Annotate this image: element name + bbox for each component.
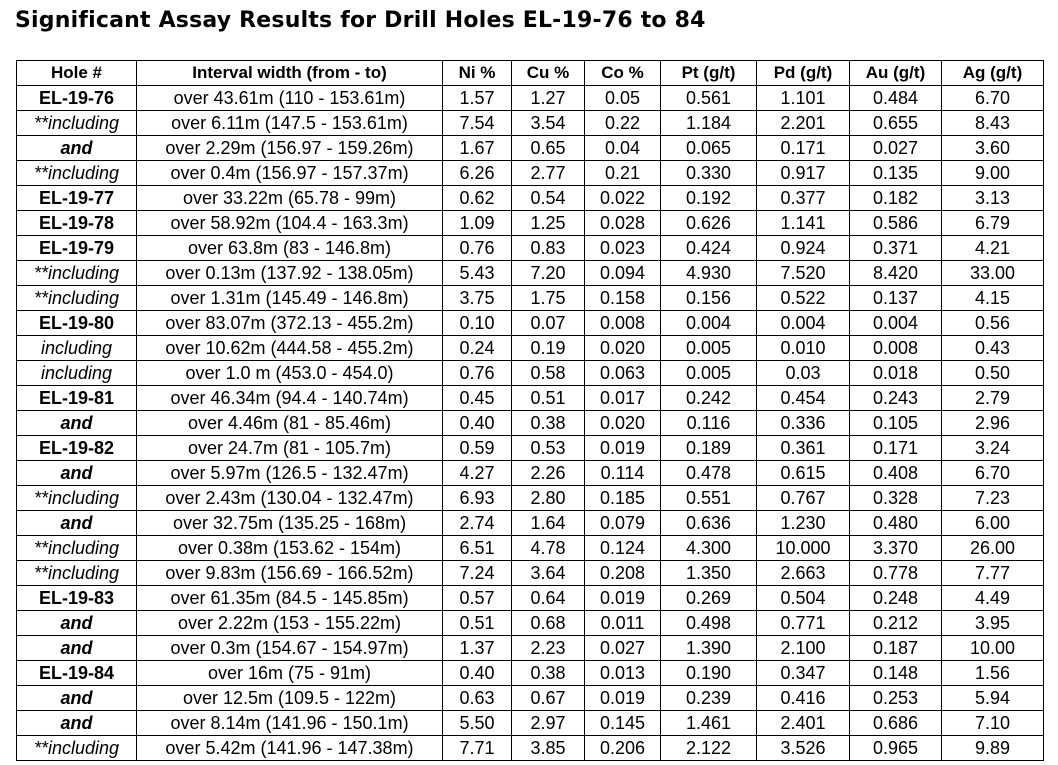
ni-cell: 0.40 bbox=[443, 411, 512, 436]
ni-cell: 0.62 bbox=[443, 186, 512, 211]
table-body bbox=[17, 86, 1044, 761]
interval-cell: over 8.14m (141.96 - 150.1m) bbox=[137, 711, 443, 736]
au-cell: 0.253 bbox=[850, 686, 942, 711]
interval-cell: over 0.3m (154.67 - 154.97m) bbox=[137, 636, 443, 661]
co-cell: 0.21 bbox=[585, 161, 661, 186]
table-row bbox=[17, 336, 1044, 361]
ag-cell: 7.10 bbox=[942, 711, 1044, 736]
interval-cell: over 1.31m (145.49 - 146.8m) bbox=[137, 286, 443, 311]
ni-cell: 0.76 bbox=[443, 361, 512, 386]
au-cell: 0.148 bbox=[850, 661, 942, 686]
au-cell: 0.484 bbox=[850, 86, 942, 111]
ag-cell: 5.94 bbox=[942, 686, 1044, 711]
pd-cell: 2.663 bbox=[757, 561, 850, 586]
ag-cell: 6.79 bbox=[942, 211, 1044, 236]
ni-cell: 0.63 bbox=[443, 686, 512, 711]
ni-cell: 1.37 bbox=[443, 636, 512, 661]
header-au: Au (g/t) bbox=[850, 61, 942, 86]
hole-cell: EL-19-80 bbox=[17, 311, 137, 336]
interval-cell: over 9.83m (156.69 - 166.52m) bbox=[137, 561, 443, 586]
co-cell: 0.020 bbox=[585, 411, 661, 436]
ag-cell: 1.56 bbox=[942, 661, 1044, 686]
ag-cell: 3.95 bbox=[942, 611, 1044, 636]
hole-cell: including bbox=[17, 336, 137, 361]
pt-cell: 0.626 bbox=[661, 211, 757, 236]
pd-cell: 1.101 bbox=[757, 86, 850, 111]
ag-cell: 26.00 bbox=[942, 536, 1044, 561]
au-cell: 0.182 bbox=[850, 186, 942, 211]
au-cell: 0.187 bbox=[850, 636, 942, 661]
interval-cell: over 0.13m (137.92 - 138.05m) bbox=[137, 261, 443, 286]
table-row bbox=[17, 211, 1044, 236]
pt-cell: 0.005 bbox=[661, 336, 757, 361]
hole-cell: EL-19-78 bbox=[17, 211, 137, 236]
au-cell: 0.004 bbox=[850, 311, 942, 336]
table-row bbox=[17, 536, 1044, 561]
au-cell: 0.778 bbox=[850, 561, 942, 586]
cu-cell: 2.26 bbox=[512, 461, 585, 486]
cu-cell: 1.27 bbox=[512, 86, 585, 111]
cu-cell: 2.77 bbox=[512, 161, 585, 186]
au-cell: 0.480 bbox=[850, 511, 942, 536]
pd-cell: 2.201 bbox=[757, 111, 850, 136]
table-row bbox=[17, 186, 1044, 211]
ni-cell: 0.45 bbox=[443, 386, 512, 411]
au-cell: 0.686 bbox=[850, 711, 942, 736]
interval-cell: over 33.22m (65.78 - 99m) bbox=[137, 186, 443, 211]
co-cell: 0.022 bbox=[585, 186, 661, 211]
header-cu: Cu % bbox=[512, 61, 585, 86]
table-row bbox=[17, 736, 1044, 761]
interval-cell: over 2.22m (153 - 155.22m) bbox=[137, 611, 443, 636]
ni-cell: 0.57 bbox=[443, 586, 512, 611]
hole-cell: and bbox=[17, 686, 137, 711]
ni-cell: 4.27 bbox=[443, 461, 512, 486]
ag-cell: 10.00 bbox=[942, 636, 1044, 661]
au-cell: 0.371 bbox=[850, 236, 942, 261]
table-row bbox=[17, 286, 1044, 311]
co-cell: 0.008 bbox=[585, 311, 661, 336]
table-row bbox=[17, 611, 1044, 636]
ni-cell: 2.74 bbox=[443, 511, 512, 536]
pd-cell: 0.377 bbox=[757, 186, 850, 211]
hole-cell: and bbox=[17, 511, 137, 536]
cu-cell: 3.54 bbox=[512, 111, 585, 136]
pt-cell: 0.561 bbox=[661, 86, 757, 111]
pd-cell: 3.526 bbox=[757, 736, 850, 761]
pd-cell: 0.454 bbox=[757, 386, 850, 411]
hole-cell: EL-19-76 bbox=[17, 86, 137, 111]
ag-cell: 3.24 bbox=[942, 436, 1044, 461]
table-row bbox=[17, 586, 1044, 611]
hole-cell: and bbox=[17, 411, 137, 436]
cu-cell: 0.51 bbox=[512, 386, 585, 411]
pd-cell: 0.010 bbox=[757, 336, 850, 361]
pt-cell: 0.190 bbox=[661, 661, 757, 686]
interval-cell: over 61.35m (84.5 - 145.85m) bbox=[137, 586, 443, 611]
table-row bbox=[17, 236, 1044, 261]
ni-cell: 5.50 bbox=[443, 711, 512, 736]
interval-cell: over 24.7m (81 - 105.7m) bbox=[137, 436, 443, 461]
ag-cell: 7.23 bbox=[942, 486, 1044, 511]
page-title: Significant Assay Results for Drill Holes EL-19-76 to 84 bbox=[15, 8, 706, 33]
ag-cell: 0.56 bbox=[942, 311, 1044, 336]
ag-cell: 0.50 bbox=[942, 361, 1044, 386]
header-co: Co % bbox=[585, 61, 661, 86]
cu-cell: 2.80 bbox=[512, 486, 585, 511]
ag-cell: 2.96 bbox=[942, 411, 1044, 436]
ag-cell: 2.79 bbox=[942, 386, 1044, 411]
ag-cell: 4.49 bbox=[942, 586, 1044, 611]
au-cell: 0.027 bbox=[850, 136, 942, 161]
ni-cell: 1.09 bbox=[443, 211, 512, 236]
co-cell: 0.124 bbox=[585, 536, 661, 561]
pt-cell: 0.330 bbox=[661, 161, 757, 186]
table-row bbox=[17, 711, 1044, 736]
pt-cell: 1.390 bbox=[661, 636, 757, 661]
cu-cell: 2.23 bbox=[512, 636, 585, 661]
pt-cell: 0.192 bbox=[661, 186, 757, 211]
hole-cell: **including bbox=[17, 286, 137, 311]
pt-cell: 0.156 bbox=[661, 286, 757, 311]
au-cell: 0.105 bbox=[850, 411, 942, 436]
header-hole: Hole # bbox=[17, 61, 137, 86]
ag-cell: 7.77 bbox=[942, 561, 1044, 586]
interval-cell: over 2.43m (130.04 - 132.47m) bbox=[137, 486, 443, 511]
co-cell: 0.158 bbox=[585, 286, 661, 311]
au-cell: 0.328 bbox=[850, 486, 942, 511]
pd-cell: 1.230 bbox=[757, 511, 850, 536]
pt-cell: 0.005 bbox=[661, 361, 757, 386]
hole-cell: including bbox=[17, 361, 137, 386]
hole-cell: EL-19-79 bbox=[17, 236, 137, 261]
au-cell: 0.135 bbox=[850, 161, 942, 186]
header-interval: Interval width (from - to) bbox=[137, 61, 443, 86]
pd-cell: 0.004 bbox=[757, 311, 850, 336]
pt-cell: 1.461 bbox=[661, 711, 757, 736]
hole-cell: and bbox=[17, 461, 137, 486]
pd-cell: 0.416 bbox=[757, 686, 850, 711]
ni-cell: 7.54 bbox=[443, 111, 512, 136]
table-row bbox=[17, 361, 1044, 386]
interval-cell: over 10.62m (444.58 - 455.2m) bbox=[137, 336, 443, 361]
pd-cell: 0.615 bbox=[757, 461, 850, 486]
header-pt: Pt (g/t) bbox=[661, 61, 757, 86]
pt-cell: 1.350 bbox=[661, 561, 757, 586]
au-cell: 0.248 bbox=[850, 586, 942, 611]
ag-cell: 4.21 bbox=[942, 236, 1044, 261]
co-cell: 0.013 bbox=[585, 661, 661, 686]
table-row bbox=[17, 661, 1044, 686]
cu-cell: 0.38 bbox=[512, 411, 585, 436]
pt-cell: 0.239 bbox=[661, 686, 757, 711]
pd-cell: 0.924 bbox=[757, 236, 850, 261]
interval-cell: over 43.61m (110 - 153.61m) bbox=[137, 86, 443, 111]
ni-cell: 7.71 bbox=[443, 736, 512, 761]
ni-cell: 7.24 bbox=[443, 561, 512, 586]
table-row bbox=[17, 561, 1044, 586]
cu-cell: 0.53 bbox=[512, 436, 585, 461]
ni-cell: 1.67 bbox=[443, 136, 512, 161]
hole-cell: **including bbox=[17, 486, 137, 511]
au-cell: 0.243 bbox=[850, 386, 942, 411]
cu-cell: 1.25 bbox=[512, 211, 585, 236]
hole-cell: **including bbox=[17, 261, 137, 286]
ni-cell: 6.51 bbox=[443, 536, 512, 561]
ni-cell: 0.51 bbox=[443, 611, 512, 636]
hole-cell: EL-19-81 bbox=[17, 386, 137, 411]
cu-cell: 2.97 bbox=[512, 711, 585, 736]
pt-cell: 2.122 bbox=[661, 736, 757, 761]
hole-cell: **including bbox=[17, 736, 137, 761]
pd-cell: 2.100 bbox=[757, 636, 850, 661]
co-cell: 0.04 bbox=[585, 136, 661, 161]
co-cell: 0.027 bbox=[585, 636, 661, 661]
pt-cell: 0.189 bbox=[661, 436, 757, 461]
table-row bbox=[17, 686, 1044, 711]
hole-cell: and bbox=[17, 136, 137, 161]
cu-cell: 7.20 bbox=[512, 261, 585, 286]
interval-cell: over 32.75m (135.25 - 168m) bbox=[137, 511, 443, 536]
pd-cell: 7.520 bbox=[757, 261, 850, 286]
pt-cell: 0.004 bbox=[661, 311, 757, 336]
table-row bbox=[17, 411, 1044, 436]
au-cell: 0.586 bbox=[850, 211, 942, 236]
co-cell: 0.019 bbox=[585, 436, 661, 461]
header-row bbox=[17, 61, 1044, 86]
ag-cell: 9.89 bbox=[942, 736, 1044, 761]
au-cell: 0.408 bbox=[850, 461, 942, 486]
ni-cell: 5.43 bbox=[443, 261, 512, 286]
pt-cell: 1.184 bbox=[661, 111, 757, 136]
co-cell: 0.011 bbox=[585, 611, 661, 636]
ag-cell: 4.15 bbox=[942, 286, 1044, 311]
ni-cell: 0.40 bbox=[443, 661, 512, 686]
ag-cell: 9.00 bbox=[942, 161, 1044, 186]
interval-cell: over 2.29m (156.97 - 159.26m) bbox=[137, 136, 443, 161]
au-cell: 0.137 bbox=[850, 286, 942, 311]
hole-cell: EL-19-84 bbox=[17, 661, 137, 686]
pt-cell: 0.065 bbox=[661, 136, 757, 161]
pt-cell: 0.478 bbox=[661, 461, 757, 486]
pt-cell: 0.424 bbox=[661, 236, 757, 261]
au-cell: 0.008 bbox=[850, 336, 942, 361]
au-cell: 0.018 bbox=[850, 361, 942, 386]
header-ag: Ag (g/t) bbox=[942, 61, 1044, 86]
ag-cell: 6.70 bbox=[942, 86, 1044, 111]
co-cell: 0.019 bbox=[585, 686, 661, 711]
au-cell: 3.370 bbox=[850, 536, 942, 561]
au-cell: 0.212 bbox=[850, 611, 942, 636]
interval-cell: over 58.92m (104.4 - 163.3m) bbox=[137, 211, 443, 236]
au-cell: 8.420 bbox=[850, 261, 942, 286]
ag-cell: 6.00 bbox=[942, 511, 1044, 536]
au-cell: 0.965 bbox=[850, 736, 942, 761]
co-cell: 0.208 bbox=[585, 561, 661, 586]
au-cell: 0.655 bbox=[850, 111, 942, 136]
cu-cell: 0.19 bbox=[512, 336, 585, 361]
table-row bbox=[17, 311, 1044, 336]
table-row bbox=[17, 111, 1044, 136]
ni-cell: 0.24 bbox=[443, 336, 512, 361]
co-cell: 0.185 bbox=[585, 486, 661, 511]
interval-cell: over 5.42m (141.96 - 147.38m) bbox=[137, 736, 443, 761]
pt-cell: 0.116 bbox=[661, 411, 757, 436]
co-cell: 0.020 bbox=[585, 336, 661, 361]
hole-cell: **including bbox=[17, 561, 137, 586]
au-cell: 0.171 bbox=[850, 436, 942, 461]
ni-cell: 0.10 bbox=[443, 311, 512, 336]
co-cell: 0.019 bbox=[585, 586, 661, 611]
co-cell: 0.017 bbox=[585, 386, 661, 411]
ni-cell: 6.26 bbox=[443, 161, 512, 186]
interval-cell: over 63.8m (83 - 146.8m) bbox=[137, 236, 443, 261]
interval-cell: over 16m (75 - 91m) bbox=[137, 661, 443, 686]
cu-cell: 0.38 bbox=[512, 661, 585, 686]
pd-cell: 0.917 bbox=[757, 161, 850, 186]
co-cell: 0.22 bbox=[585, 111, 661, 136]
assay-results-table bbox=[16, 60, 1044, 761]
co-cell: 0.05 bbox=[585, 86, 661, 111]
pt-cell: 4.930 bbox=[661, 261, 757, 286]
pt-cell: 0.498 bbox=[661, 611, 757, 636]
table-row bbox=[17, 161, 1044, 186]
pd-cell: 0.522 bbox=[757, 286, 850, 311]
ni-cell: 3.75 bbox=[443, 286, 512, 311]
cu-cell: 0.64 bbox=[512, 586, 585, 611]
header-pd: Pd (g/t) bbox=[757, 61, 850, 86]
cu-cell: 0.07 bbox=[512, 311, 585, 336]
ag-cell: 6.70 bbox=[942, 461, 1044, 486]
pd-cell: 0.171 bbox=[757, 136, 850, 161]
cu-cell: 4.78 bbox=[512, 536, 585, 561]
table-row bbox=[17, 86, 1044, 111]
header-ni: Ni % bbox=[443, 61, 512, 86]
cu-cell: 3.64 bbox=[512, 561, 585, 586]
table-row bbox=[17, 636, 1044, 661]
co-cell: 0.094 bbox=[585, 261, 661, 286]
pd-cell: 0.504 bbox=[757, 586, 850, 611]
pd-cell: 2.401 bbox=[757, 711, 850, 736]
table-row bbox=[17, 436, 1044, 461]
cu-cell: 0.65 bbox=[512, 136, 585, 161]
pd-cell: 0.771 bbox=[757, 611, 850, 636]
interval-cell: over 4.46m (81 - 85.46m) bbox=[137, 411, 443, 436]
table-row bbox=[17, 511, 1044, 536]
cu-cell: 0.83 bbox=[512, 236, 585, 261]
hole-cell: EL-19-83 bbox=[17, 586, 137, 611]
co-cell: 0.079 bbox=[585, 511, 661, 536]
co-cell: 0.023 bbox=[585, 236, 661, 261]
ni-cell: 0.59 bbox=[443, 436, 512, 461]
interval-cell: over 5.97m (126.5 - 132.47m) bbox=[137, 461, 443, 486]
co-cell: 0.063 bbox=[585, 361, 661, 386]
co-cell: 0.145 bbox=[585, 711, 661, 736]
ag-cell: 8.43 bbox=[942, 111, 1044, 136]
cu-cell: 1.64 bbox=[512, 511, 585, 536]
interval-cell: over 0.4m (156.97 - 157.37m) bbox=[137, 161, 443, 186]
pd-cell: 1.141 bbox=[757, 211, 850, 236]
cu-cell: 0.67 bbox=[512, 686, 585, 711]
interval-cell: over 46.34m (94.4 - 140.74m) bbox=[137, 386, 443, 411]
ag-cell: 33.00 bbox=[942, 261, 1044, 286]
pt-cell: 0.551 bbox=[661, 486, 757, 511]
pd-cell: 0.361 bbox=[757, 436, 850, 461]
co-cell: 0.028 bbox=[585, 211, 661, 236]
hole-cell: and bbox=[17, 611, 137, 636]
ni-cell: 6.93 bbox=[443, 486, 512, 511]
table-row bbox=[17, 386, 1044, 411]
pd-cell: 0.336 bbox=[757, 411, 850, 436]
pt-cell: 0.242 bbox=[661, 386, 757, 411]
interval-cell: over 83.07m (372.13 - 455.2m) bbox=[137, 311, 443, 336]
hole-cell: **including bbox=[17, 111, 137, 136]
interval-cell: over 0.38m (153.62 - 154m) bbox=[137, 536, 443, 561]
pd-cell: 0.03 bbox=[757, 361, 850, 386]
cu-cell: 0.54 bbox=[512, 186, 585, 211]
ag-cell: 3.60 bbox=[942, 136, 1044, 161]
interval-cell: over 1.0 m (453.0 - 454.0) bbox=[137, 361, 443, 386]
ag-cell: 0.43 bbox=[942, 336, 1044, 361]
hole-cell: **including bbox=[17, 161, 137, 186]
interval-cell: over 6.11m (147.5 - 153.61m) bbox=[137, 111, 443, 136]
pt-cell: 4.300 bbox=[661, 536, 757, 561]
pd-cell: 0.767 bbox=[757, 486, 850, 511]
table-row bbox=[17, 486, 1044, 511]
hole-cell: EL-19-82 bbox=[17, 436, 137, 461]
interval-cell: over 12.5m (109.5 - 122m) bbox=[137, 686, 443, 711]
pd-cell: 0.347 bbox=[757, 661, 850, 686]
pt-cell: 0.636 bbox=[661, 511, 757, 536]
table-row bbox=[17, 261, 1044, 286]
hole-cell: and bbox=[17, 711, 137, 736]
cu-cell: 1.75 bbox=[512, 286, 585, 311]
co-cell: 0.206 bbox=[585, 736, 661, 761]
cu-cell: 0.58 bbox=[512, 361, 585, 386]
pt-cell: 0.269 bbox=[661, 586, 757, 611]
co-cell: 0.114 bbox=[585, 461, 661, 486]
hole-cell: **including bbox=[17, 536, 137, 561]
ni-cell: 0.76 bbox=[443, 236, 512, 261]
cu-cell: 3.85 bbox=[512, 736, 585, 761]
hole-cell: EL-19-77 bbox=[17, 186, 137, 211]
ni-cell: 1.57 bbox=[443, 86, 512, 111]
table-row bbox=[17, 461, 1044, 486]
pd-cell: 10.000 bbox=[757, 536, 850, 561]
hole-cell: and bbox=[17, 636, 137, 661]
table-row bbox=[17, 136, 1044, 161]
cu-cell: 0.68 bbox=[512, 611, 585, 636]
ag-cell: 3.13 bbox=[942, 186, 1044, 211]
